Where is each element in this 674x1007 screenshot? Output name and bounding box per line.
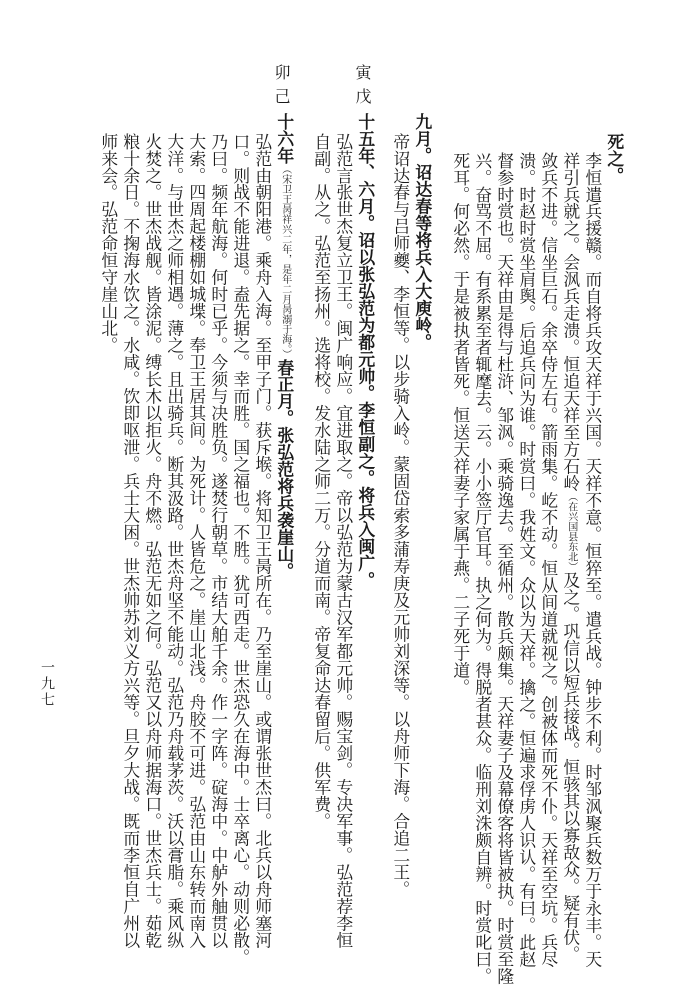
- inline-note: （在兴国县东北）: [565, 491, 577, 572]
- ganzhi-marker-wuyin: 寅戊: [353, 64, 372, 112]
- text-column: [562, 152, 579, 992]
- ganzhi-marker-jimao: 卯己: [272, 64, 291, 112]
- text-column: 李恒遣兵援赣。而自将兵攻天祥于兴国。天祥不意。恒猝至。遣兵战。钟步不利。时邹沨聚兵数万于永丰。天: [582, 152, 603, 968]
- text-segment: 及之。巩信以短兵接战。恒骇其以寡敌众。疑有伏。: [560, 571, 581, 963]
- heading-text: 春正月。张弘范将兵袭崖山。: [274, 358, 295, 580]
- text-column: 火焚之。世杰战舰。皆涂泥。缚长木以拒火。舟不燃。弘范无如之何。弘范又以舟师据海口。世杰兵士。茹乾: [142, 133, 163, 949]
- section-heading: [276, 113, 293, 993]
- text-column: 弘范言张世杰复立卫王。闽广响应。宜进取之。帝以弘范为蒙古汉军都元帅。赐宝剑。专决军事。弘范荐李恒: [333, 133, 354, 949]
- text-column: 弘范由朝阳港。乘舟入海。至甲子门。获斥堠。将知卫王昺所在。乃至崖山。或谓张世杰曰。北兵以舟师塞河: [252, 133, 273, 949]
- text-column: 督参时赏也。天祥由是得与杜浒、邹沨。乘骑逸去。至循州。散兵颇集。天祥妻子及幕僚客将皆被执。时赏至隆: [494, 152, 515, 985]
- text-column: 大洋。与世杰之师相遇。薄之。且出骑兵。断其汲路。世杰舟坚不能动。弘范乃舟载茅茨。沃以膏脂。乘风纵: [164, 133, 185, 949]
- text-column: 自副。从之。弘范至扬州。选将校。发水陆之师二万。分道而南。帝复命达春留后。供军费。: [311, 133, 332, 830]
- section-heading: 十五年、六月。诏以张弘范为都元帅。李恒副之。将兵入闽广。: [355, 113, 376, 589]
- text-column: 死之。: [604, 133, 625, 184]
- text-column: 溃。时赵时赏坐肩舆。后追兵问为谁。时赏曰。我姓文。众以为天祥。擒之。恒遍求俘虏人识认。有曰。此赵: [516, 152, 537, 968]
- text-segment: 祥引兵就之。会沨兵走溃。恒追天祥至方石岭: [560, 152, 581, 492]
- inline-note: （宋卫王昺祥兴二年，是年二月昺溺于海。）: [279, 163, 291, 359]
- heading-year: 十六年: [274, 113, 295, 164]
- text-column: 大索。四周起楼棚如城堞。奉卫王居其间。为死计。人皆危之。崖山北浅。舟胶不可进。弘范由山东转而南入: [186, 133, 207, 949]
- page-number: 一九七: [39, 660, 55, 708]
- text-column: 口。则战不能进退。盍先据之。幸而胜。国之福也。不胜。犹可西走。世杰恐久在海中。士卒离心。动则必散。: [230, 133, 251, 966]
- section-heading: 九月。诏达春等将兵入大庾岭。: [412, 113, 433, 351]
- text-column: 粮十余日。不掬海水饮之。水咸。饮即呕泄。兵士大困。世杰帅苏刘义方兴等。旦夕大战。既而李恒自广州以: [120, 133, 141, 949]
- text-column: 乃曰。频年航海。何时已乎。今须与决胜负。遂焚行朝草。市结大舶千余。作一字阵。碇海中。中舻外舳贯以: [208, 133, 229, 949]
- text-column: 敛兵不进。信坐巨石。余卒侍左右。箭雨集。屹不动。恒从间道就视之。创被体而死不仆。天祥至空坑。兵尽: [538, 152, 559, 968]
- text-column: 兴。奋骂不屈。有系累至者辄麾去。云。小小签厅官耳。执之何为。得脱者甚众。临刑刘洙颇自辨。时赏叱曰。: [472, 152, 493, 985]
- text-column: 帝诏达春与吕师夔、李恒等。以步骑入岭。蒙固岱索多蒲寿庚及元帅刘深等。以舟师下海。合追二王。: [390, 133, 411, 898]
- text-column: 师来会。弘范命恒守崖山北。: [98, 133, 119, 354]
- text-column: 死耳。何必然。于是被执者皆死。恒送天祥妻子家属于燕。二子死于道。: [450, 152, 471, 696]
